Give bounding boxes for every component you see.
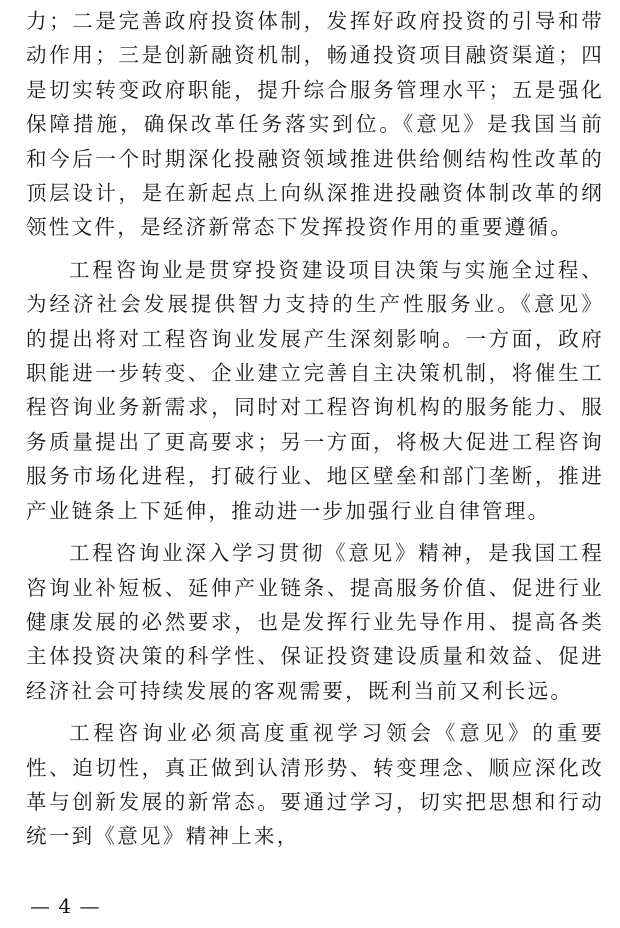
paragraph-consulting-industry: 工程咨询业是贯穿投资建设项目决策与实施全过程、为经济社会发展提供智力支持的生产性服务业。《意见》的提出将对工程咨询业发展产生深刻影响。一方面，政府职能进一步转变、企业建立完善自主决策机制，将催生工程咨询业务新需求，同时对工程咨询机构的服务能力、服务质量提出了更高要求；另一方面，将极大促进工程咨询服务市场化进程，打破行业、地区壁垒和部门垄断，推进产业链条上下延伸，推动进一步加强行业自律管理。 xyxy=(26,257,604,523)
page-number: — 4 — xyxy=(30,894,101,918)
paragraph-importance: 工程咨询业必须高度重视学习领会《意见》的重要性、迫切性，真正做到认清形势、转变理念、顺应深化改革与创新发展的新常态。要通过学习，切实把思想和行动统一到《意见》精神上来， xyxy=(26,721,604,849)
paragraph-continued: 力；二是完善政府投资体制，发挥好政府投资的引导和带动作用；三是创新融资机制，畅通投资项目融资渠道；四是切实转变政府职能，提升综合服务管理水平；五是强化保障措施，确保改革任务落实到位。《意见》是我国当前和今后一个时期深化投融资领域推进供给侧结构性改革的顶层设计，是在新起点上向纵深推进投融资体制改革的纲领性文件，是经济新常态下发挥投资作用的重要遵循。 xyxy=(26,9,604,240)
body-text xyxy=(26,4,604,854)
paragraph-study-spirit: 工程咨询业深入学习贯彻《意见》精神，是我国工程咨询业补短板、延伸产业链条、提高服务价值、促进行业健康发展的必然要求，也是发挥行业先导作用、提高各类主体投资决策的科学性、保证投资建设质量和效益、促进经济社会可持续发展的客观需要，既利当前又利长远。 xyxy=(26,541,604,703)
